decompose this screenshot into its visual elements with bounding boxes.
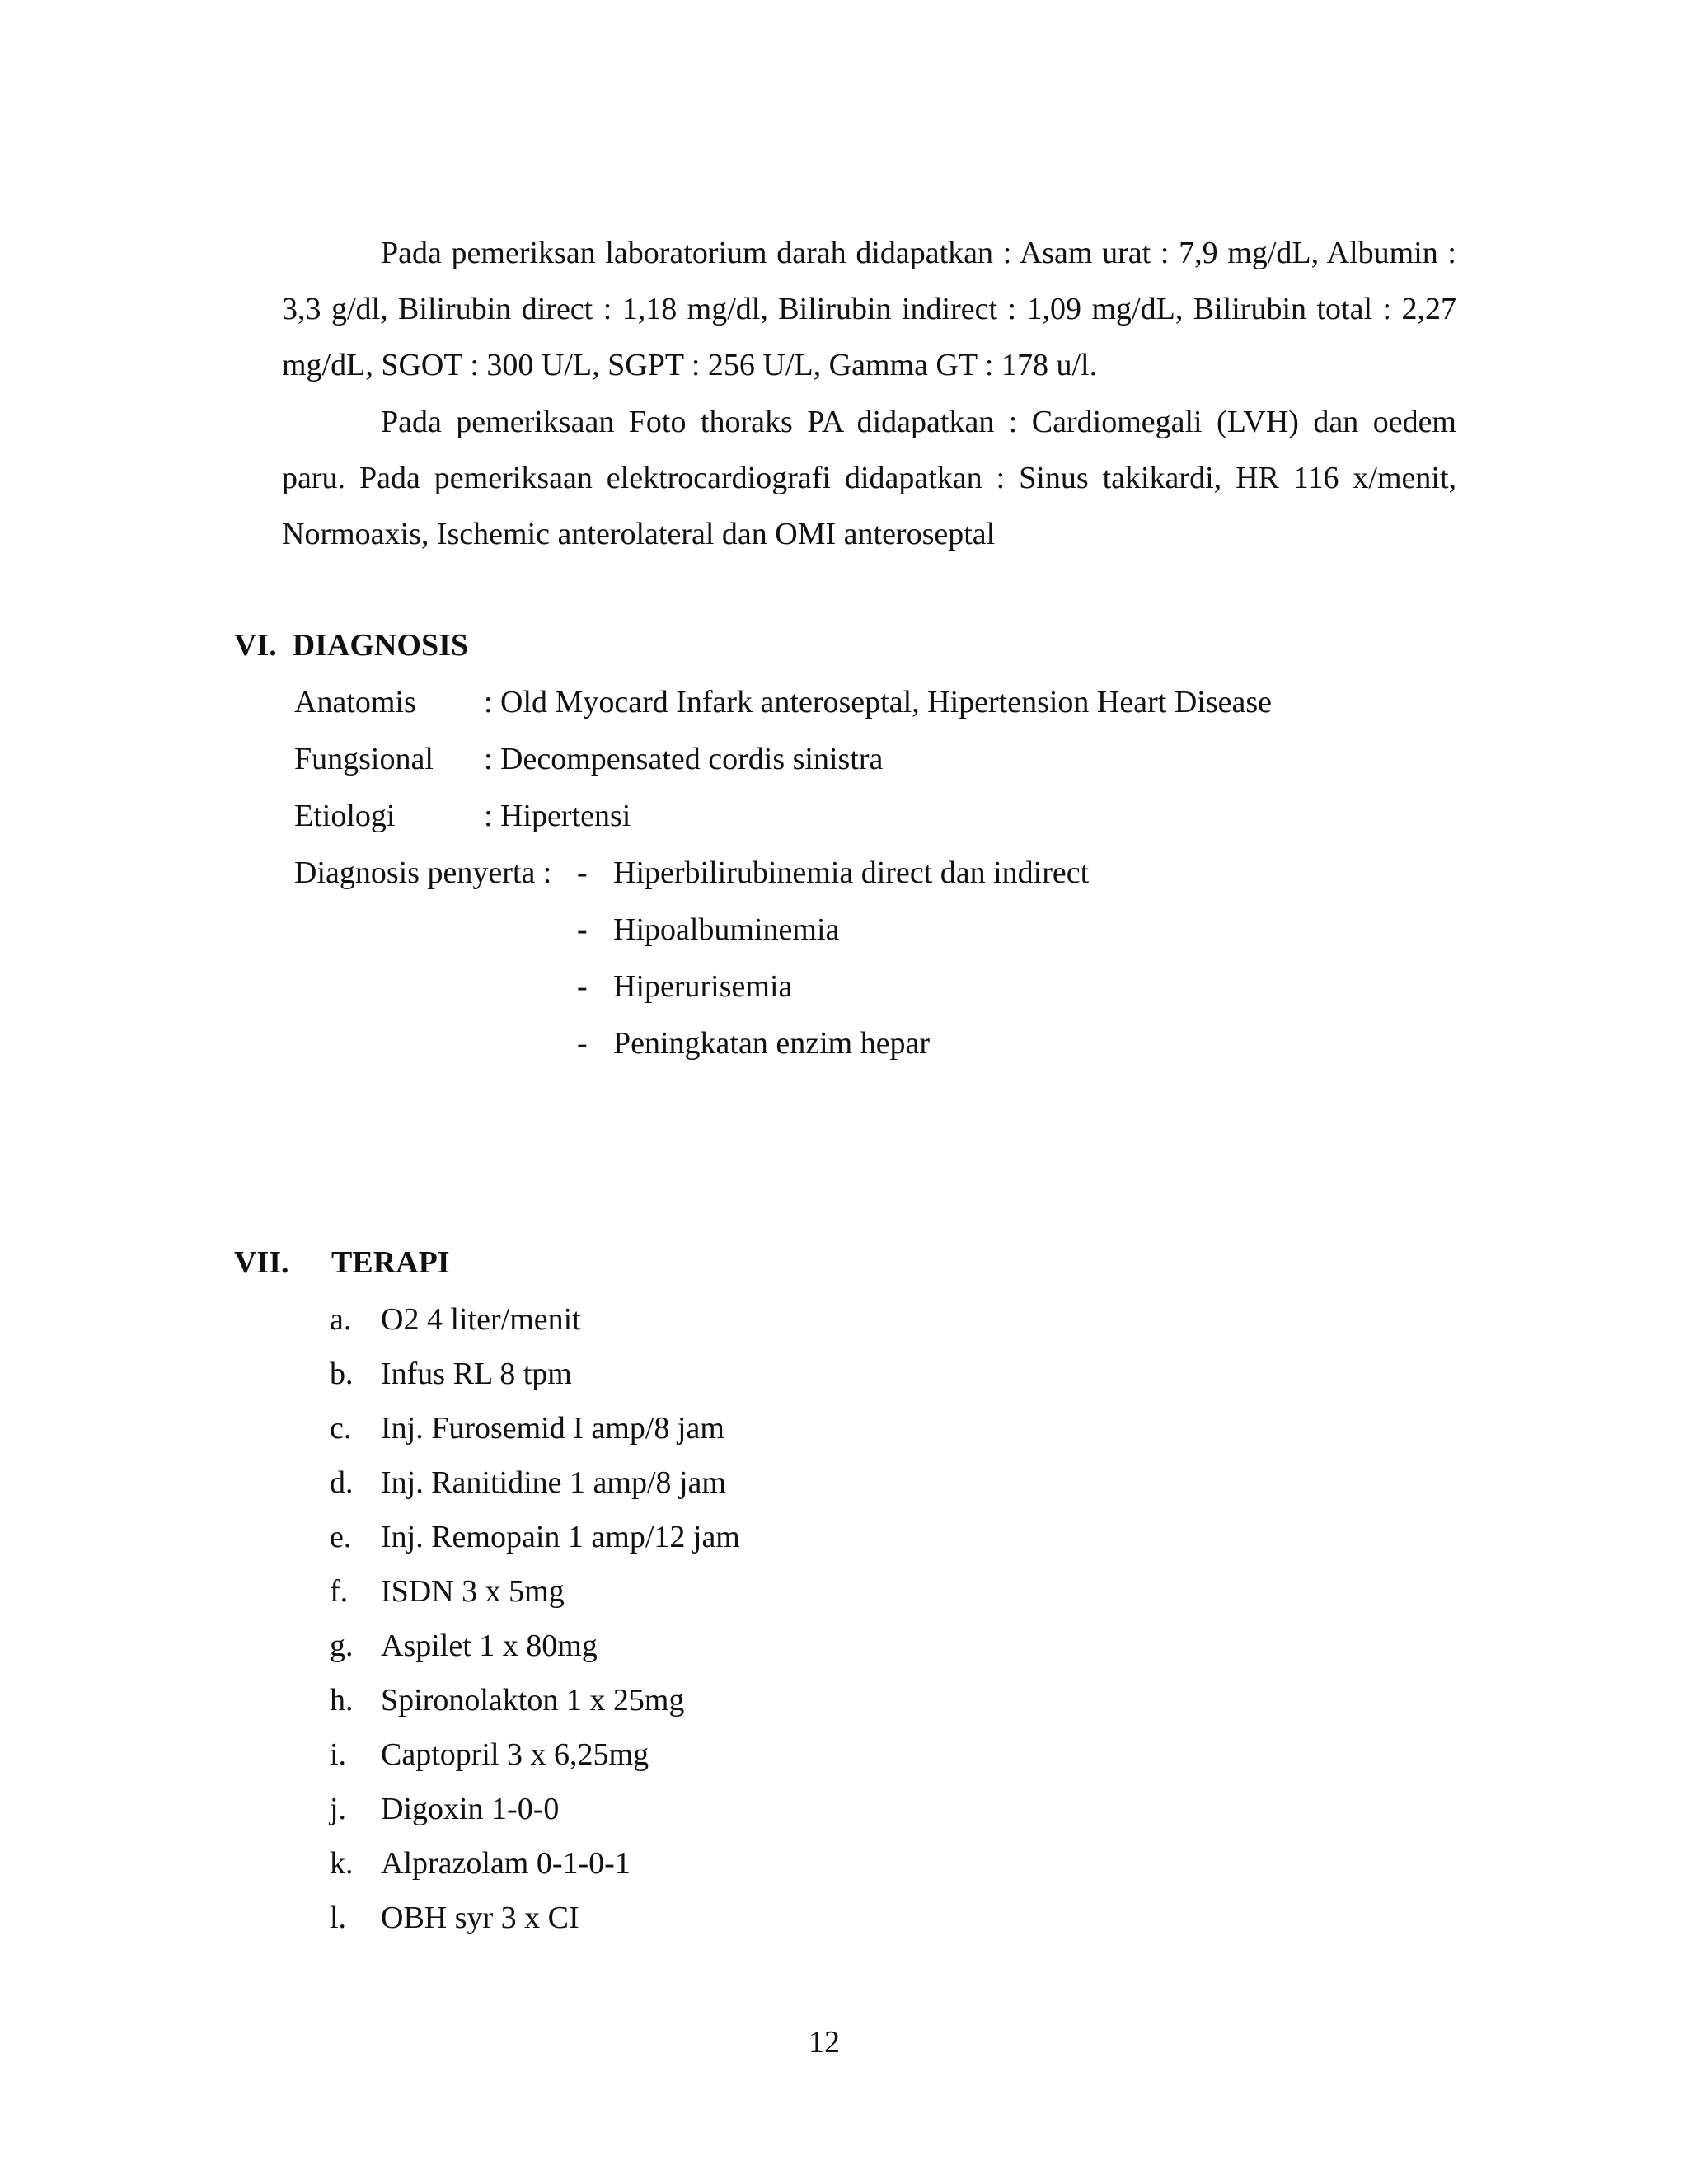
terapi-section-number: VII. [234, 1245, 289, 1280]
etiologi-label: Etiologi [294, 799, 396, 833]
bullet-dash: - [577, 912, 588, 947]
terapi-item-text: Inj. Ranitidine 1 amp/8 jam [381, 1465, 726, 1500]
fungsional-label: Fungsional [294, 742, 434, 776]
penyerta-item-text: Hiperbilirubinemia direct dan indirect [613, 855, 1090, 890]
terapi-item-text: Aspilet 1 x 80mg [381, 1629, 598, 1663]
fungsional-value: : Decompensated cordis sinistra [484, 742, 884, 776]
bullet-dash: - [577, 855, 588, 890]
terapi-item-letter: e. [330, 1520, 352, 1554]
terapi-item-letter: f. [330, 1574, 349, 1609]
penyerta-label: Diagnosis penyerta : [294, 855, 552, 890]
terapi-item-letter: k. [330, 1846, 354, 1881]
anatomis-label: Anatomis [294, 685, 416, 719]
terapi-item-letter: g. [330, 1629, 354, 1663]
terapi-item-text: Spironolakton 1 x 25mg [381, 1683, 685, 1718]
terapi-item-text: Infus RL 8 tpm [381, 1357, 572, 1391]
imaging-ecg-paragraph: Pada pemeriksaan Foto thoraks PA didapatkan : Cardiomegali (LVH) dan oedem paru. Pada pemeriksaan elektrocardiografi didapatkan : Sinus takikardi, HR 116 x/menit, Normoaxis, Ischemic anterolateral dan OMI anteroseptal [282, 405, 1456, 551]
terapi-heading: TERAPI [331, 1245, 450, 1280]
terapi-item-letter: j. [330, 1792, 347, 1826]
penyerta-item-text: Hiperurisemia [613, 969, 793, 1004]
bullet-dash: - [577, 969, 588, 1004]
terapi-item-letter: c. [330, 1411, 352, 1446]
diagnosis-heading: VI. DIAGNOSIS [234, 628, 469, 663]
page-number: 12 [809, 2025, 840, 2060]
terapi-item-text: Captopril 3 x 6,25mg [381, 1737, 649, 1772]
terapi-item-text: O2 4 liter/menit [381, 1302, 581, 1337]
penyerta-item-text: Hipoalbuminemia [613, 912, 840, 947]
lab-results-paragraph: Pada pemeriksan laboratorium darah didapatkan : Asam urat : 7,9 mg/dL, Albumin : 3,3 g/dl, Bilirubin direct : 1,18 mg/dl, Bilirubin indirect : 1,09 mg/dL, Bilirubin total : 2,27 mg/dL, SGOT : 300 U/L, SGPT : 256 U/L, Gamma GT : 178 u/l. [282, 236, 1456, 382]
etiologi-value: : Hipertensi [484, 799, 631, 833]
terapi-item-letter: a. [330, 1302, 352, 1337]
terapi-item-text: ISDN 3 x 5mg [381, 1574, 565, 1609]
terapi-item-text: Digoxin 1-0-0 [381, 1792, 560, 1826]
terapi-item-letter: l. [330, 1900, 347, 1935]
anatomis-value: : Old Myocard Infark anteroseptal, Hipertension Heart Disease [484, 685, 1272, 719]
bullet-dash: - [577, 1026, 588, 1061]
penyerta-item-text: Peningkatan enzim hepar [613, 1026, 931, 1061]
terapi-item-text: OBH syr 3 x CI [381, 1900, 579, 1935]
terapi-item-text: Alprazolam 0-1-0-1 [381, 1846, 631, 1881]
terapi-item-text: Inj. Furosemid I amp/8 jam [381, 1411, 724, 1446]
terapi-item-letter: h. [330, 1683, 354, 1718]
terapi-item-text: Inj. Remopain 1 amp/12 jam [381, 1520, 740, 1554]
terapi-item-letter: i. [330, 1737, 347, 1772]
terapi-item-letter: b. [330, 1357, 354, 1391]
terapi-item-letter: d. [330, 1465, 354, 1500]
